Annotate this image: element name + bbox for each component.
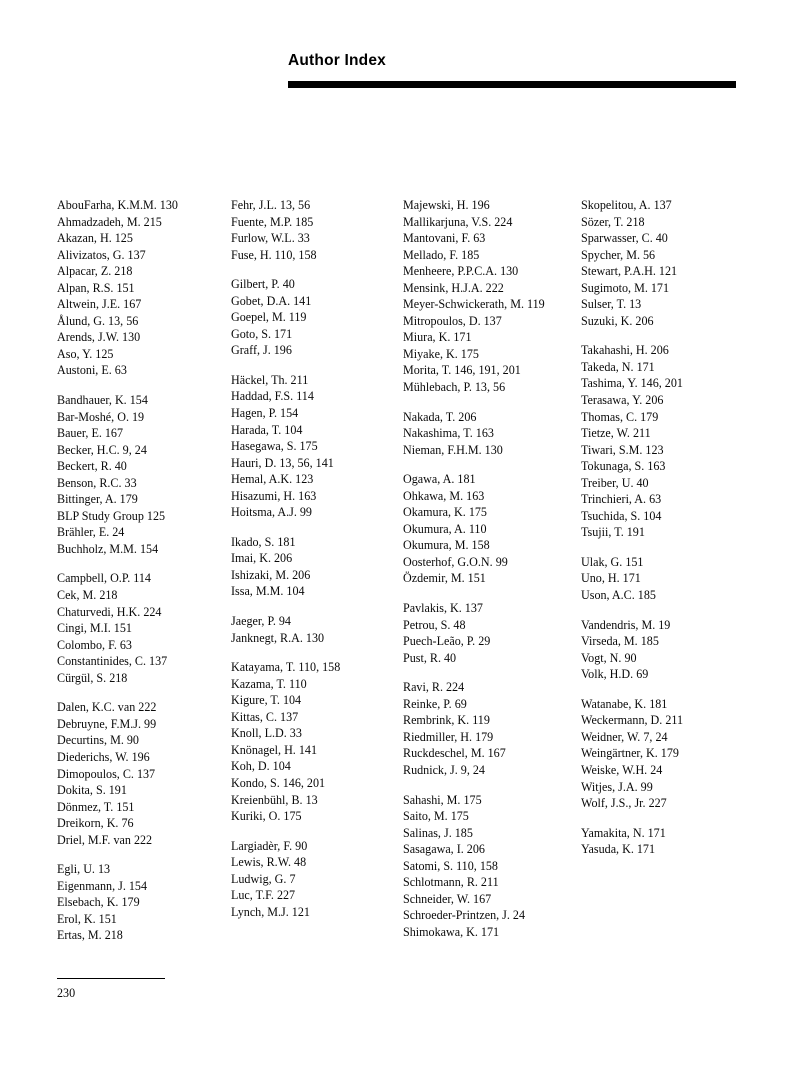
- index-entry: Alpan, R.S. 151: [57, 280, 135, 295]
- index-entry: Benson, R.C. 33: [57, 475, 137, 490]
- index-entry: Lynch, M.J. 121: [231, 904, 310, 919]
- index-letter-group: [57, 392, 231, 557]
- index-entry: Suzuki, K. 206: [581, 313, 654, 328]
- index-entry: Mühlebach, P. 13, 56: [403, 380, 506, 395]
- index-entry: Tokunaga, S. 163: [581, 459, 666, 474]
- index-entry: Kazama, T. 110: [231, 676, 307, 691]
- index-entry: Constantinides, C. 137: [57, 654, 168, 669]
- index-entry: Nakashima, T. 163: [403, 426, 494, 441]
- index-entry: Hagen, P. 154: [231, 406, 299, 421]
- index-entry: Harada, T. 104: [231, 422, 303, 437]
- index-entry: Özdemir, M. 151: [403, 571, 486, 586]
- index-entry: Trinchieri, A. 63: [581, 492, 662, 507]
- index-entry: Decurtins, M. 90: [57, 733, 139, 748]
- index-entry: Goepel, M. 119: [231, 310, 307, 325]
- index-entry: Ogawa, A. 181: [403, 472, 476, 487]
- index-entry: Sulser, T. 13: [581, 297, 642, 312]
- index-entry: Brähler, E. 24: [57, 525, 125, 540]
- index-entry: Mantovani, F. 63: [403, 231, 486, 246]
- index-entry: Ahmadzadeh, M. 215: [57, 214, 162, 229]
- index-entry: Uno, H. 171: [581, 571, 641, 586]
- index-entry: Petrou, S. 48: [403, 617, 466, 632]
- index-entry: Campbell, O.P. 114: [57, 571, 151, 586]
- index-entry: Tiwari, S.M. 123: [581, 442, 664, 457]
- index-entry: Virseda, M. 185: [581, 634, 659, 649]
- index-entry: Schneider, W. 167: [403, 891, 492, 906]
- index-entry: Gilbert, P. 40: [231, 277, 295, 292]
- index-letter-group: [403, 197, 581, 396]
- index-entry: Knoll, L.D. 33: [231, 726, 302, 741]
- index-entry: Spycher, M. 56: [581, 247, 656, 262]
- index-entry: Gobet, D.A. 141: [231, 293, 312, 308]
- page-title: Author Index: [288, 52, 386, 69]
- index-entry: Menheere, P.P.C.A. 130: [403, 264, 519, 279]
- index-entry: Pust, R. 40: [403, 650, 457, 665]
- index-letter-group: [231, 613, 403, 646]
- index-entry: Vogt, N. 90: [581, 650, 637, 665]
- index-entry: Häckel, Th. 211: [231, 372, 309, 387]
- index-letter-group: [231, 276, 403, 359]
- footer-divider-rule: [57, 978, 165, 979]
- index-entry: Yamakita, N. 171: [581, 825, 666, 840]
- index-entry: Fuente, M.P. 185: [231, 214, 314, 229]
- index-entry: Hauri, D. 13, 56, 141: [231, 455, 334, 470]
- index-entry: Okumura, M. 158: [403, 538, 490, 553]
- index-entry: Akazan, H. 125: [57, 231, 133, 246]
- index-entry: Cingi, M.I. 151: [57, 621, 132, 636]
- index-entry: Okumura, A. 110: [403, 521, 487, 536]
- index-entry: Hemal, A.K. 123: [231, 472, 314, 487]
- index-entry: Cürgül, S. 218: [57, 670, 128, 685]
- index-entry: Koh, D. 104: [231, 759, 291, 774]
- index-entry: Terasawa, Y. 206: [581, 393, 664, 408]
- index-entry: Majewski, H. 196: [403, 198, 490, 212]
- index-entry: Takeda, N. 171: [581, 359, 655, 374]
- index-entry: Ulak, G. 151: [581, 554, 644, 569]
- index-entry: Issa, M.M. 104: [231, 584, 305, 599]
- index-entry: Weiske, W.H. 24: [581, 762, 663, 777]
- index-entry: Shimokawa, K. 171: [403, 924, 500, 939]
- index-entry: Volk, H.D. 69: [581, 667, 649, 682]
- index-entry: Kondo, S. 146, 201: [231, 775, 326, 790]
- index-entry: Nakada, T. 206: [403, 409, 477, 424]
- index-entry: Hisazumi, H. 163: [231, 488, 317, 503]
- index-letter-group: [403, 471, 581, 587]
- index-entry: Egli, U. 13: [57, 862, 111, 877]
- index-letter-group: [403, 679, 581, 778]
- index-entry: Pavlakis, K. 137: [403, 601, 483, 616]
- index-entry: Hasegawa, S. 175: [231, 439, 318, 454]
- index-entry: Sahashi, M. 175: [403, 792, 482, 807]
- index-column-1: [57, 197, 231, 944]
- index-columns-container: [57, 197, 747, 944]
- index-entry: Beckert, R. 40: [57, 459, 127, 474]
- index-entry: Sparwasser, C. 40: [581, 231, 668, 246]
- index-entry: Dalen, K.C. van 222: [57, 700, 157, 715]
- index-entry: Dokita, S. 191: [57, 783, 127, 798]
- index-entry: BLP Study Group 125: [57, 508, 166, 523]
- index-entry: Witjes, J.A. 99: [581, 779, 653, 794]
- index-entry: Hoitsma, A.J. 99: [231, 505, 312, 520]
- index-column-4: [581, 197, 747, 858]
- index-entry: Riedmiller, H. 179: [403, 729, 494, 744]
- index-entry: Fehr, J.L. 13, 56: [231, 198, 311, 212]
- page-header: [288, 52, 736, 88]
- index-entry: Aso, Y. 125: [57, 346, 114, 361]
- index-entry: Knönagel, H. 141: [231, 742, 317, 757]
- index-entry: Ålund, G. 13, 56: [57, 313, 139, 328]
- index-entry: Arends, J.W. 130: [57, 330, 141, 345]
- index-entry: Alpacar, Z. 218: [57, 264, 133, 279]
- index-letter-group: [231, 372, 403, 521]
- index-entry: Sasagawa, I. 206: [403, 842, 485, 857]
- index-letter-group: [231, 659, 403, 824]
- index-entry: Eigenmann, J. 154: [57, 878, 148, 893]
- index-entry: Yasuda, K. 171: [581, 842, 656, 857]
- index-entry: Wolf, J.S., Jr. 227: [581, 796, 667, 811]
- index-entry: Alivizatos, G. 137: [57, 247, 146, 262]
- index-entry: Tsuchida, S. 104: [581, 508, 662, 523]
- index-entry: Ertas, M. 218: [57, 928, 123, 943]
- index-entry: Katayama, T. 110, 158: [231, 660, 341, 675]
- index-entry: Kittas, C. 137: [231, 709, 299, 724]
- index-entry: AbouFarha, K.M.M. 130: [57, 198, 178, 212]
- index-entry: Altwein, J.E. 167: [57, 297, 142, 312]
- index-entry: Miyake, K. 175: [403, 346, 479, 361]
- index-entry: Fuse, H. 110, 158: [231, 247, 317, 262]
- index-entry: Tsujii, T. 191: [581, 525, 645, 540]
- index-entry: Mellado, F. 185: [403, 247, 480, 262]
- index-entry: Treiber, U. 40: [581, 475, 649, 490]
- index-letter-group: [57, 570, 231, 686]
- index-entry: Cek, M. 218: [57, 588, 118, 603]
- index-letter-group: [581, 825, 747, 858]
- index-entry: Miura, K. 171: [403, 330, 472, 345]
- index-entry: Graff, J. 196: [231, 343, 292, 358]
- index-entry: Driel, M.F. van 222: [57, 832, 153, 847]
- index-entry: Jaeger, P. 94: [231, 614, 291, 629]
- index-entry: Lewis, R.W. 48: [231, 855, 307, 870]
- header-divider-rule: [288, 81, 736, 88]
- index-entry: Mensink, H.J.A. 222: [403, 280, 504, 295]
- index-letter-group: [231, 534, 403, 600]
- index-entry: Haddad, F.S. 114: [231, 389, 314, 404]
- index-entry: Bandhauer, K. 154: [57, 393, 148, 408]
- index-letter-group: [57, 861, 231, 944]
- index-entry: Bittinger, A. 179: [57, 492, 138, 507]
- index-entry: Erol, K. 151: [57, 911, 117, 926]
- index-entry: Tashima, Y. 146, 201: [581, 376, 683, 391]
- index-entry: Reinke, P. 69: [403, 696, 467, 711]
- index-entry: Elsebach, K. 179: [57, 895, 140, 910]
- index-entry: Colombo, F. 63: [57, 637, 132, 652]
- index-entry: Kigure, T. 104: [231, 693, 302, 708]
- index-column-3: [403, 197, 581, 940]
- index-entry: Becker, H.C. 9, 24: [57, 442, 147, 457]
- index-entry: Takahashi, H. 206: [581, 343, 669, 358]
- index-entry: Weingärtner, K. 179: [581, 746, 679, 761]
- index-entry: Rudnick, J. 9, 24: [403, 762, 485, 777]
- index-entry: Goto, S. 171: [231, 326, 293, 341]
- index-letter-group: [57, 699, 231, 848]
- index-entry: Bar-Moshé, O. 19: [57, 409, 145, 424]
- index-entry: Meyer-Schwickerath, M. 119: [403, 297, 545, 312]
- index-entry: Oosterhof, G.O.N. 99: [403, 554, 508, 569]
- index-entry: Salinas, J. 185: [403, 825, 473, 840]
- index-entry: Satomi, S. 110, 158: [403, 858, 498, 873]
- index-letter-group: [231, 838, 403, 921]
- index-entry: Ikado, S. 181: [231, 534, 296, 549]
- index-entry: Vandendris, M. 19: [581, 617, 671, 632]
- index-entry: Ruckdeschel, M. 167: [403, 746, 506, 761]
- index-entry: Schroeder-Printzen, J. 24: [403, 908, 526, 923]
- index-entry: Rembrink, K. 119: [403, 713, 490, 728]
- index-entry: Watanabe, K. 181: [581, 696, 668, 711]
- page-number: 230: [57, 986, 76, 1000]
- index-entry: Luc, T.F. 227: [231, 888, 296, 903]
- index-entry: Janknegt, R.A. 130: [231, 630, 325, 645]
- index-entry: Ravi, R. 224: [403, 680, 465, 695]
- index-entry: Saito, M. 175: [403, 809, 469, 824]
- index-letter-group: [403, 409, 581, 459]
- index-entry: Mallikarjuna, V.S. 224: [403, 214, 513, 229]
- index-entry: Mitropoulos, D. 137: [403, 313, 502, 328]
- index-entry: Chaturvedi, H.K. 224: [57, 604, 162, 619]
- index-entry: Largiadèr, F. 90: [231, 838, 308, 853]
- index-entry: Furlow, W.L. 33: [231, 231, 310, 246]
- index-column-2: [231, 197, 403, 920]
- index-entry: Dönmez, T. 151: [57, 799, 135, 814]
- index-letter-group: [57, 197, 231, 379]
- index-letter-group: [581, 342, 747, 541]
- index-entry: Austoni, E. 63: [57, 363, 127, 378]
- index-entry: Buchholz, M.M. 154: [57, 541, 159, 556]
- index-entry: Nieman, F.H.M. 130: [403, 442, 503, 457]
- page-footer: [57, 978, 167, 1000]
- index-entry: Ohkawa, M. 163: [403, 488, 485, 503]
- index-entry: Kreienbühl, B. 13: [231, 792, 318, 807]
- index-entry: Debruyne, F.M.J. 99: [57, 716, 157, 731]
- index-entry: Diederichs, W. 196: [57, 749, 150, 764]
- index-entry: Ishizaki, M. 206: [231, 567, 311, 582]
- index-entry: Dimopoulos, C. 137: [57, 766, 156, 781]
- index-letter-group: [581, 696, 747, 812]
- index-entry: Uson, A.C. 185: [581, 588, 656, 603]
- index-letter-group: [231, 197, 403, 263]
- index-entry: Stewart, P.A.H. 121: [581, 264, 678, 279]
- index-entry: Sugimoto, M. 171: [581, 280, 670, 295]
- index-entry: Tietze, W. 211: [581, 426, 651, 441]
- index-entry: Sözer, T. 218: [581, 214, 645, 229]
- index-entry: Kuriki, O. 175: [231, 809, 302, 824]
- index-entry: Weckermann, D. 211: [581, 713, 684, 728]
- index-letter-group: [403, 600, 581, 666]
- index-entry: Thomas, C. 179: [581, 409, 659, 424]
- index-entry: Skopelitou, A. 137: [581, 198, 672, 212]
- index-entry: Imai, K. 206: [231, 551, 293, 566]
- index-entry: Ludwig, G. 7: [231, 871, 296, 886]
- index-letter-group: [581, 554, 747, 604]
- index-entry: Dreikorn, K. 76: [57, 816, 134, 831]
- index-entry: Okamura, K. 175: [403, 505, 487, 520]
- index-letter-group: [581, 197, 747, 329]
- index-entry: Morita, T. 146, 191, 201: [403, 363, 521, 378]
- index-letter-group: [581, 617, 747, 683]
- index-entry: Bauer, E. 167: [57, 426, 124, 441]
- index-entry: Schlotmann, R. 211: [403, 875, 499, 890]
- index-entry: Weidner, W. 7, 24: [581, 729, 668, 744]
- index-entry: Puech-Leão, P. 29: [403, 634, 491, 649]
- index-letter-group: [403, 792, 581, 941]
